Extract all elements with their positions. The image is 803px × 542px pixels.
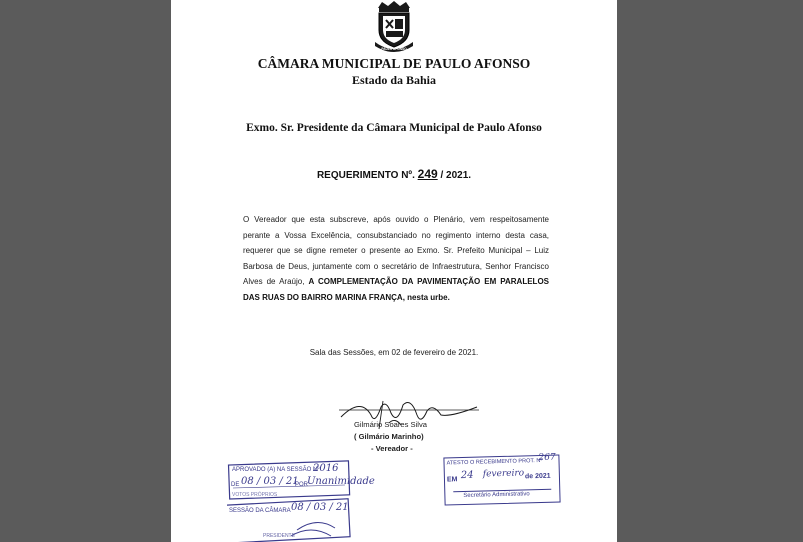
stamp-votes-label: VOTOS PRÓPRIOS <box>232 492 278 498</box>
signer-nickname: ( Gilmário Marinho) <box>354 432 424 441</box>
receipt-date-prefix: EM <box>446 476 458 484</box>
requirement-prefix: REQUERIMENTO Nº. <box>316 170 415 181</box>
place-date: Sala das Sessões, em 02 de fevereiro de 2021. <box>309 348 479 357</box>
signer-role: - Vereador - <box>371 444 413 453</box>
request-body <box>243 212 549 306</box>
state-subtitle: Estado da Bahia <box>351 73 437 87</box>
receipt-stamp <box>443 454 560 505</box>
stamp-president-label: PRESIDENTE <box>263 533 295 539</box>
requirement-year: / 2021. <box>440 170 472 181</box>
receipt-year: de 2021 <box>524 472 551 481</box>
body-text: O Vereador que esta subscreve, após ouvido o Plenário, vem respeitosamente perante a Vossa Excelência, consubstanciado no regimento interno desta casa, requerer que se digne remeter o presente ao Exmo. Sr. Prefeito Municipal – Luiz Barbosa de Deus, juntamente com o secretário de Infraestrutura, Senhor Francisco Alves de Araújo, <box>243 215 549 287</box>
document-page <box>171 0 617 542</box>
approval-stamp <box>227 458 375 542</box>
receipt-label: ATESTO O RECEBIMENTO PROT. Nº <box>446 457 543 467</box>
addressee-line: Exmo. Sr. Presidente da Câmara Municipal de Paulo Afonso <box>246 122 542 134</box>
stamp-session-date: 08 / 03 / 21 <box>291 502 349 513</box>
receipt-month: fevereiro <box>482 468 525 480</box>
institution-title: CÂMARA MUNICIPAL DE PAULO AFONSO <box>257 56 531 71</box>
body-highlight: A COMPLEMENTAÇÃO DA PAVIMENTAÇÃO EM PARALELOS DAS RUAS DO BAIRRO MARINA FRANÇA, <box>243 277 549 302</box>
receipt-day: 24 <box>460 469 474 482</box>
stamp-vote-prefix: POR <box>295 482 309 488</box>
stamp-session-number: 2016 <box>313 463 339 474</box>
receipt-protocol-number: 267 <box>538 452 556 464</box>
municipal-crest-icon <box>372 0 416 52</box>
body-ending: nesta urbe. <box>407 292 450 302</box>
stamp-date-prefix: DE <box>231 482 240 488</box>
stamp-session-label: SESSÃO DA CÂMARA <box>229 508 291 514</box>
requirement-heading <box>171 167 617 181</box>
signer-name: Gilmário Soares Silva <box>354 420 428 429</box>
requirement-number: 249 <box>417 167 438 181</box>
stamp-vote: Unanimidade <box>307 476 375 487</box>
stamp-approval-date: 08 / 03 / 21 <box>241 476 299 487</box>
svg-text:PAULO AFONSO: PAULO AFONSO <box>381 47 407 51</box>
stamp-approved-label: APROVADO (A) NA SESSÃO Nº <box>232 467 320 473</box>
receipt-secretary-label: Secretário Administrativo <box>463 491 530 500</box>
